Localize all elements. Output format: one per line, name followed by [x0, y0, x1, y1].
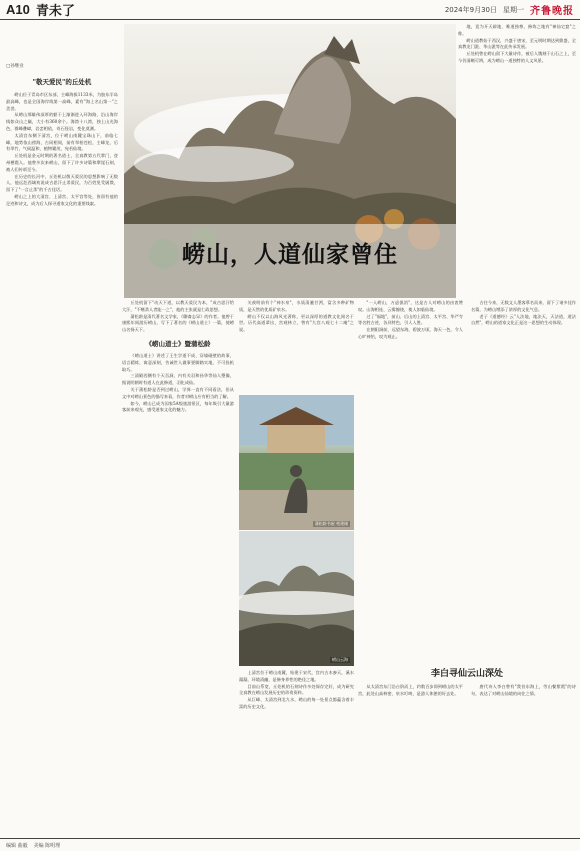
designer-credit: 美编 陈明理	[33, 842, 61, 849]
paragraph: 唐代诗人李白曾有"我昔东海上，劳山餐紫霞"的诗句，表达了对崂山仙境的向往之情。	[471, 684, 576, 696]
paragraph: 老子《道德经》云"人法地，地法天，天法道，道法自然"，崂山的道家文化正是这一思想的生动体现。	[471, 313, 576, 326]
issue-date: 2024年9月30日	[444, 5, 497, 14]
paragraph: 如今，崂山已成为国家5A级旅游景区，每年吸引大量游客前来观光，感受道家文化的魅力。	[122, 400, 234, 413]
paragraph: 从崂山那雄伟深厚的躯干上渐渐进入环海路，沿山海岸线如众山之巅，大小有360余个。海湾十八湾，独上山光海色，群峰叠嶂，岩峦相依，奇石怪岩，变化莫测。	[6, 112, 118, 131]
section-title: 青未了	[35, 4, 75, 19]
article-subhead-pusongling: 《崂山道士》暨蒲松龄	[145, 339, 211, 348]
page-footer	[0, 838, 580, 851]
temple-illustration	[239, 395, 354, 530]
paragraph: 丘处机留下"动天下道，以教天爱民为本，"成吉思汗给大汗，"不嗜杀人者能一之"，他的主张就是仁政思想。	[122, 300, 234, 312]
photo-caption-cloud: 崂山云海	[332, 657, 348, 662]
paragraph: 古往今来，无数文人墨客慕名而来，留下了诸多佳作名篇，为崂山增添了浓厚的文化气息。	[471, 300, 576, 312]
paragraph: 关于蒲松龄是否到过崂山，学界一直有不同看法，但从文中对崂山景色的描写来看，作者对崂山应有相当的了解。	[122, 386, 234, 399]
article-column-2	[122, 300, 234, 835]
header-meta	[445, 2, 574, 17]
paragraph: 《崂山道士》讲述了王生学道不成、穿墙碰壁的故事，语言精炼，寓意深刻，告诫世人做事要脚踏实地，不可投机取巧。	[122, 352, 234, 372]
main-headline: 崂山，人道仙家曾住	[182, 241, 398, 268]
paragraph: 崂山不仅以山海风光著称，更以深厚的道教文化闻名于世。历代高道辈出，宫观林立，曾有"九宫八观七十二庵"之说。	[239, 313, 354, 333]
paragraph: 崂山之上的大清宫、上清宫、太平宫等处，皆留有他的足迹和诗文，成为后人探寻道家文化的重要线索。	[6, 193, 118, 206]
paragraph: 在朝阳洞前，远望东海，碧波万顷，海天一色，令人心旷神怡，叹为观止。	[358, 327, 463, 339]
author-byline: □孙继业	[6, 64, 24, 69]
article-column-5	[358, 684, 576, 835]
article-column-4	[458, 24, 576, 299]
paragraph: 崂山道教始于西汉，兴盛于唐宋，至元明时期达到鼎盛，全真教龙门派、华山派等在此传承发展。	[458, 37, 576, 50]
paragraph: 关羡明前有个"神水泉"，水质清澈甘洌，富含多种矿物质，是天然的优质矿泉水。	[239, 300, 354, 312]
article-title-libai: 李白寻仙云山深处	[430, 669, 503, 679]
paragraph: 丘处机曾在崂山留下大量诗作，被后人镌刻于山石之上，至今仍清晰可辨，成为崂山一道独特的人文风景。	[458, 51, 576, 63]
page-number: A10	[6, 2, 30, 17]
paragraph: 过了"福地"，前山、后山的上清宫、太平宫、华严寺等名胜古迹，各具特色，引人入胜。	[358, 313, 463, 326]
paragraph: 崂山位于青岛市区东部，主峰海拔1133米，为胶东半岛最高峰，也是全国海岸线第一高峰，素有"海上名山第一"之美誉。	[6, 92, 118, 111]
paragraph: 上清宫位于崂山南麓，始建于宋代，宫内古木参天，溪水潺潺，环境清幽，是修身养性的绝佳之地。	[239, 670, 354, 682]
paragraph: 太清宫东侧下清宫，位于崂山南麓宝珠山下，前临七峰，地势依山傍海，古同相间，前有翠柏苍松，主峰龙，后有翠竹，气候温和，植物繁茂，宛若仙境。	[6, 132, 118, 152]
paragraph: 蒲松龄是清代著名文学家，《聊斋志异》的作者。他曾于康熙年间游历崂山，写下了著名的《崂山道士》一篇，使崂山名扬天下。	[122, 313, 234, 333]
temple-statue-photo	[239, 395, 354, 530]
paragraph: "一入崂山，万虑俱消"，这是古人对崂山的由衷赞叹。山海相连、云雾缭绕，使人如临仙境。	[358, 300, 463, 312]
article-column-3-lower	[239, 670, 354, 835]
photo-caption-temple: 蒲松龄书屋 苑建刚	[314, 521, 348, 526]
article-column-4-lower	[358, 300, 576, 664]
editor-credit: 编辑 曲毅	[6, 842, 28, 849]
cloud-sea-photo	[239, 531, 354, 666]
laoshan-mountain-photo	[124, 24, 456, 298]
issue-weekday: 星期一	[503, 5, 524, 14]
paragraph: 从太清宫东门沿台阶而上，约数百步即到崂山的太平宫，此处山高林密，泉水叮咚，是游人休憩的好去处。	[358, 684, 463, 696]
paragraph: 从巨峰、太清宫到北九水，崂山的每一处景点都蕴含着丰富的历史文化。	[239, 697, 354, 709]
paragraph: 目前山系宽，丘处机的石刻诗作多处保存完好，成为研究全真教在崂山发展历史的珍贵资料。	[239, 683, 354, 696]
article-column-1	[6, 63, 118, 835]
cloud-sea-illustration	[239, 531, 354, 666]
paragraph: 丘处机是金元时期的著名道士，全真教第五代掌门，登州栖霞人。他曾多次来崂山，留下了许多诗篇和摩崖石刻，被人们传颂至今。	[6, 153, 118, 172]
page-header	[0, 0, 580, 20]
paragraph: 在历史的长河中，丘处机以敬天爱民的思想影响了无数人，他远赴西域劝说成吉思汗止杀爱民，为百姓免受屠戮，留下了"一言止杀"的千古佳话。	[6, 173, 118, 193]
paragraph: 三清殿西侧有个天吾洞，内有关羽和孙华等仙人塑像，据说明朝时有道人在此修道，羽化成仙。	[122, 373, 234, 386]
article-column-3	[239, 300, 354, 393]
paragraph: 地，竟为开天辟地、唯道独尊，修炼之地有"神仙宅窟"之称。	[458, 24, 576, 36]
article-subhead-qiuchuji: "敬天爱民"的丘处机	[32, 78, 92, 86]
newspaper-logo: 齐鲁晚报	[530, 6, 574, 17]
